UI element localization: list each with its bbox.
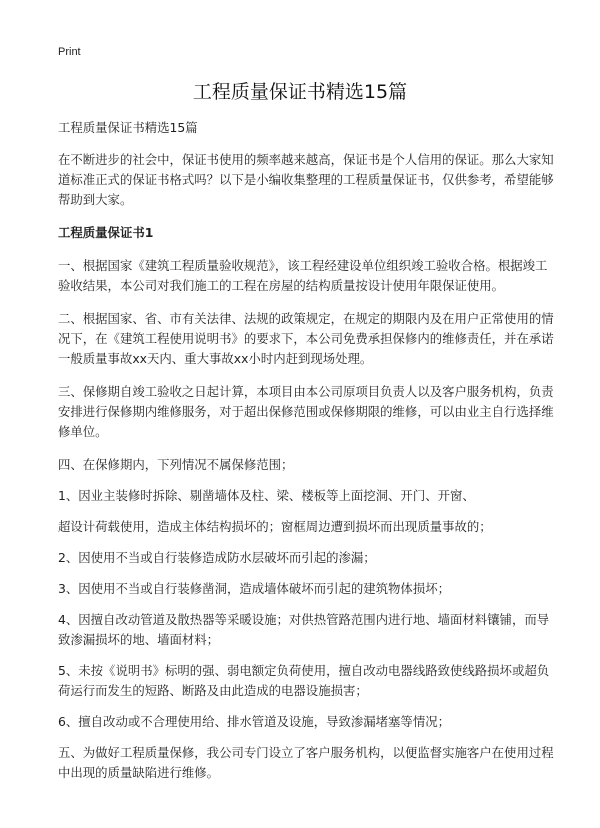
document-title: 工程质量保证书精选15篇	[192, 81, 408, 103]
list-item-4: 4、因擅自改动管道及散热器等采暖设施；对供热管路范围内进行地、墙面材料镶铺，而导致渗漏损坏的地、墙面材料；	[58, 612, 550, 647]
document-subtitle: 工程质量保证书精选15篇	[58, 120, 198, 135]
list-item-5: 5、未按《说明书》标明的强、弱电额定负荷使用，擅自改动电器线路致使线路损坏或超负荷运行而发生的短路、断路及由此造成的电器设施损害；	[58, 663, 550, 698]
list-item-1-continued: 超设计荷载使用，造成主体结构损坏的；窗框周边遭到损坏而出现质量事故的；	[58, 519, 492, 534]
section-heading: 工程质量保证书1	[58, 225, 154, 240]
list-item-2: 2、因使用不当或自行装修造成防水层破坏而引起的渗漏；	[58, 550, 376, 565]
list-item-6: 6、擅自改动或不合理使用给、排水管道及设施，导致渗漏堵塞等情况；	[58, 714, 450, 729]
list-item-3: 3、因使用不当或自行装修凿洞，造成墙体破坏而引起的建筑物体损坏；	[58, 581, 450, 596]
paragraph-5: 五、为做好工程质量保修，我公司专门设立了客户服务机构，以便监督实施客户在使用过程中出现的质量缺陷进行维修。	[58, 745, 554, 780]
intro-paragraph: 在不断进步的社会中，保证书使用的频率越来越高，保证书是个人信用的保证。那么大家知道标准正式的保证书格式吗？以下是小编收集整理的工程质量保证书，仅供参考，希望能够帮助到大家。	[58, 152, 554, 207]
list-item-1: 1、因业主装修时拆除、剔凿墙体及柱、梁、楼板等上面挖洞、开门、开窗、	[58, 488, 475, 503]
paragraph-1: 一、根据国家《建筑工程质量验收规范》，该工程经建设单位组织竣工验收合格。根据竣工验收结果，本公司对我们施工的工程在房屋的结构质量按设计使用年限保证使用。	[58, 258, 548, 293]
paragraph-2: 二、根据国家、省、市有关法律、法规的政策规定，在规定的期限内及在用户正常使用的情况下，在《建筑工程使用说明书》的要求下，本公司免费承担保修内的维修责任，并在承诺一般质量事故xx天内、重大事故xx小时内赶到现场处理。	[58, 311, 554, 366]
paragraph-3: 三、保修期自竣工验收之日起计算，本项目由本公司原项目负责人以及客户服务机构，负责安排进行保修期内维修服务，对于超出保修范围或保修期限的维修，可以由业主自行选择维修单位。	[58, 384, 554, 439]
print-label: Print	[58, 46, 81, 58]
paragraph-4: 四、在保修期内，下列情况不属保修范围；	[58, 457, 294, 472]
document-body	[58, 118, 556, 796]
